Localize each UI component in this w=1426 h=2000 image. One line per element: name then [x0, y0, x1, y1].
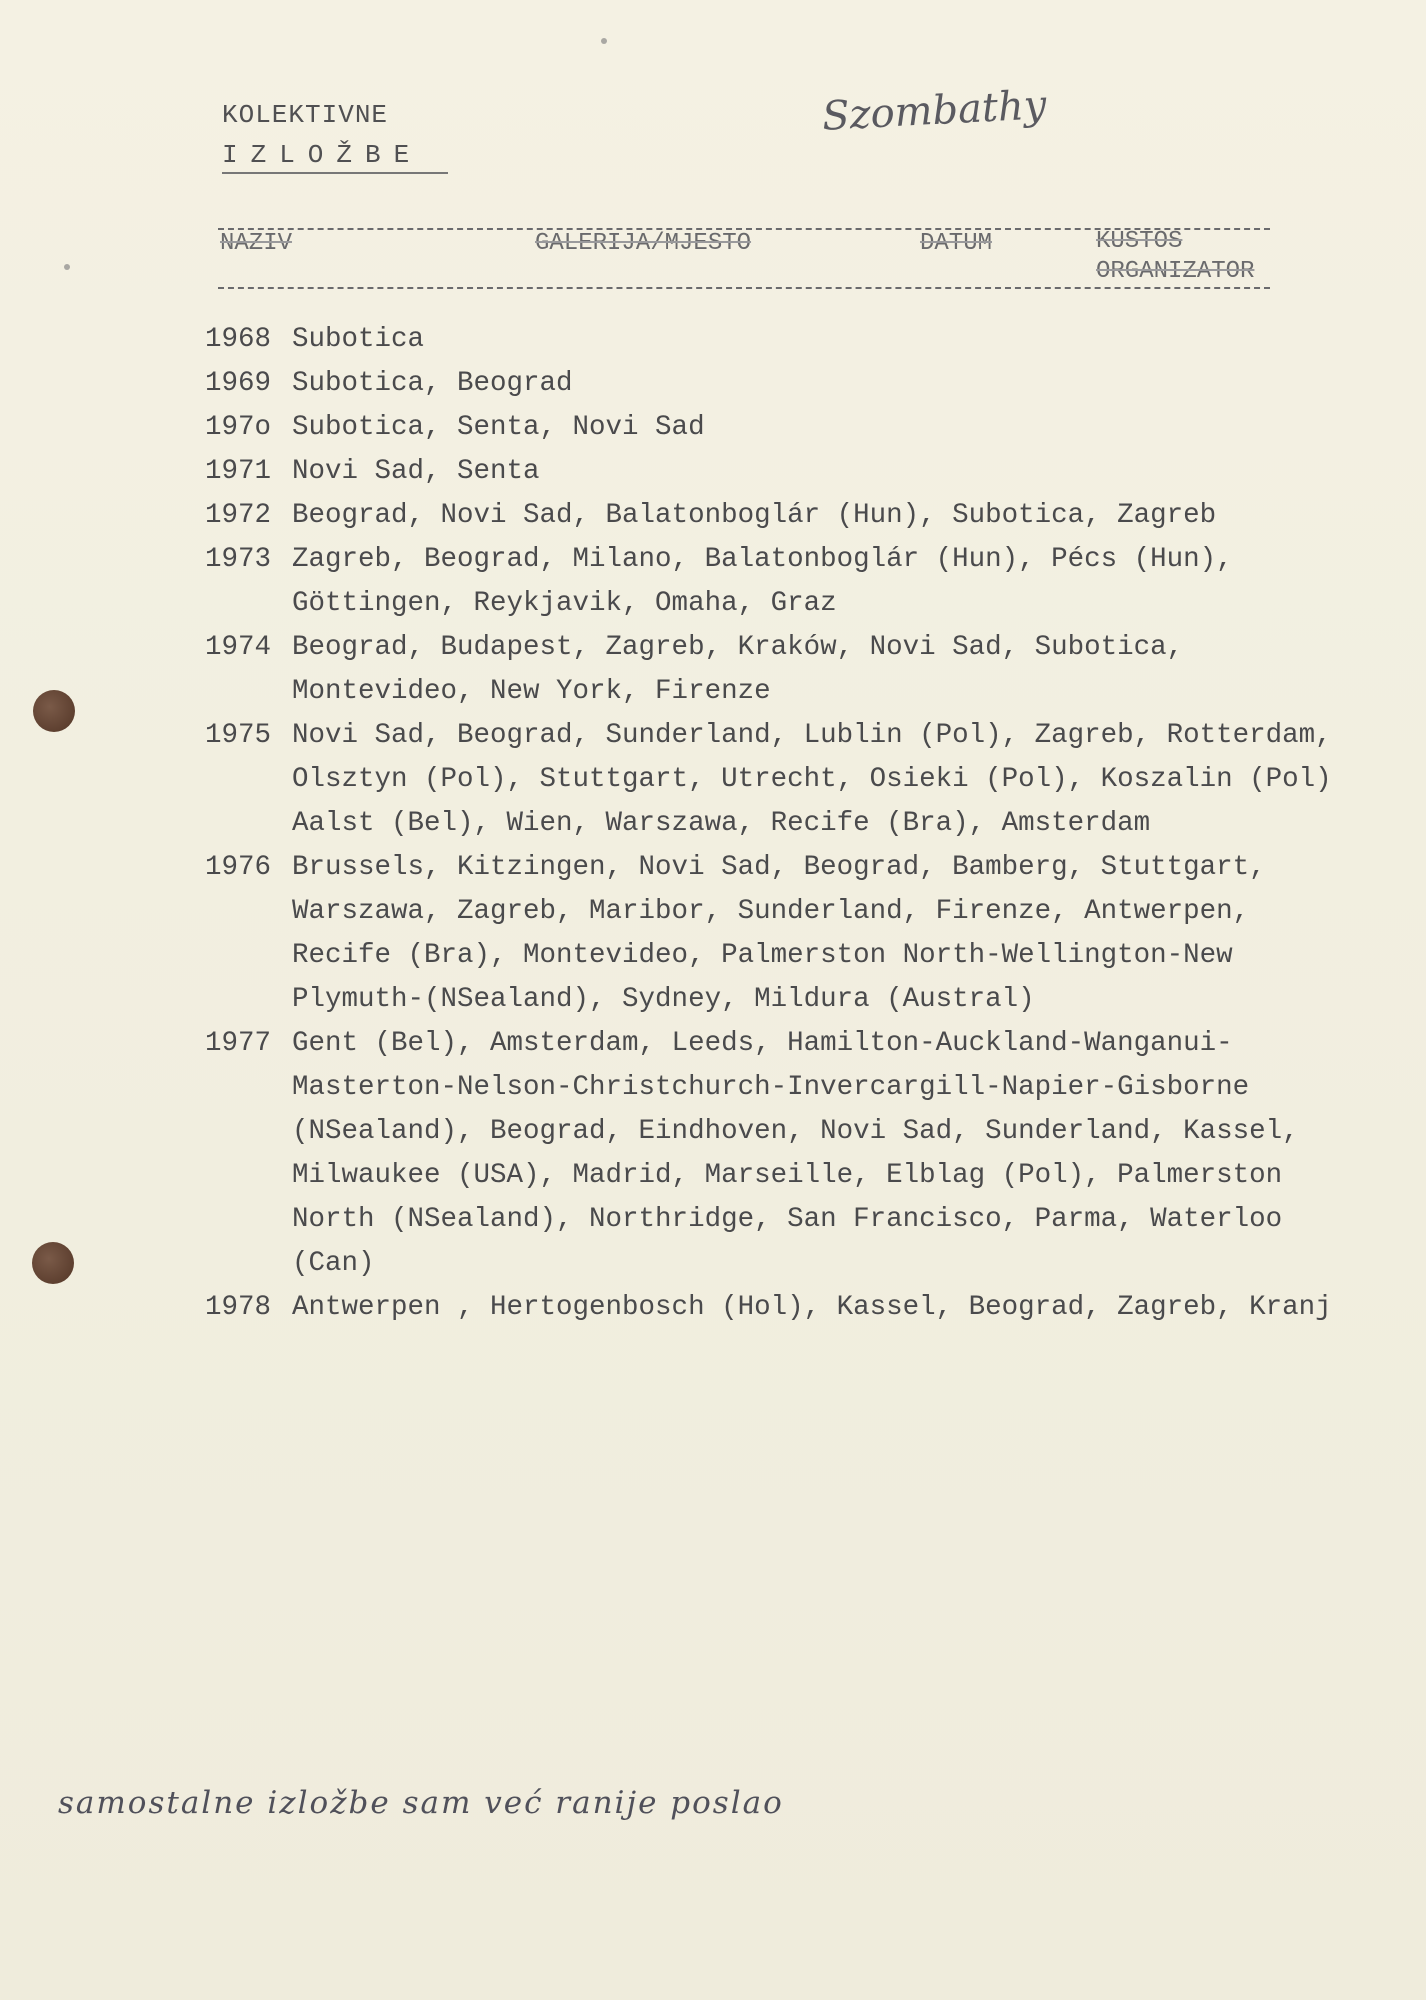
entry-year: 1973	[205, 544, 272, 575]
heading-underline	[222, 172, 448, 174]
entry-year: 1974	[205, 632, 272, 663]
column-header-naziv: NAZIV	[220, 230, 293, 257]
column-header-kustos: KUSTOS	[1096, 228, 1183, 255]
exhibition-entry	[205, 626, 1415, 714]
entry-places: Beograd, Budapest, Zagreb, Kraków, Novi Sad, Subotica, Montevideo, New York, Firenze	[292, 632, 1184, 707]
entry-places: Subotica	[292, 324, 425, 355]
header-rule-bottom	[218, 287, 1270, 289]
paper-speck	[64, 264, 70, 270]
exhibition-list	[205, 318, 1415, 1330]
entry-year: 1969	[205, 368, 272, 399]
paper-speck	[601, 38, 607, 44]
exhibition-entry	[205, 450, 1415, 494]
entry-places: Subotica, Beograd	[292, 368, 573, 399]
entry-places: Gent (Bel), Amsterdam, Leeds, Hamilton-Auckland-Wanganui- Masterton-Nelson-Christchurch-Invercargill-Napier-Gisborne (NSealand), Beograd, Eindhoven, Novi Sad, Sunderland, Kassel, Milwaukee (USA), Madrid, Marseille, Elblag (Pol), Palmerston North (NSealand), Northridge, San Francisco, Parma, Waterloo (Can)	[292, 1028, 1299, 1279]
column-header-datum: DATUM	[920, 230, 993, 257]
entry-year: 1968	[205, 324, 272, 355]
column-header-organizator: ORGANIZATOR	[1096, 258, 1255, 285]
exhibition-entry	[205, 846, 1415, 1022]
heading-kolektivne: KOLEKTIVNE	[222, 100, 389, 130]
exhibition-entry	[205, 714, 1415, 846]
entry-year: 197o	[205, 412, 272, 443]
heading-izlozbe: IZLOŽBE	[222, 140, 423, 170]
exhibition-entry	[205, 362, 1415, 406]
exhibition-entry	[205, 494, 1415, 538]
entry-places: Zagreb, Beograd, Milano, Balatonboglár (Hun), Pécs (Hun), Göttingen, Reykjavik, Omaha, Graz	[292, 544, 1233, 619]
entry-year: 1972	[205, 500, 272, 531]
entry-year: 1977	[205, 1028, 272, 1059]
exhibition-entry	[205, 318, 1415, 362]
handwritten-note: samostalne izložbe sam već ranije poslao	[58, 1785, 784, 1821]
exhibition-entry	[205, 406, 1415, 450]
entry-places: Subotica, Senta, Novi Sad	[292, 412, 705, 443]
entry-places: Novi Sad, Beograd, Sunderland, Lublin (Pol), Zagreb, Rotterdam, Olsztyn (Pol), Stuttgart, Utrecht, Osieki (Pol), Koszalin (Pol) Aalst (Bel), Wien, Warszawa, Recife (Bra), Amsterdam	[292, 720, 1332, 839]
entry-places: Beograd, Novi Sad, Balatonboglár (Hun), Subotica, Zagreb	[292, 500, 1217, 531]
column-header-galerija: GALERIJA/MJESTO	[535, 230, 752, 257]
entry-year: 1975	[205, 720, 272, 751]
exhibition-entry	[205, 538, 1415, 626]
entry-places: Brussels, Kitzingen, Novi Sad, Beograd, Bamberg, Stuttgart, Warszawa, Zagreb, Maribor, Sunderland, Firenze, Antwerpen, Recife (Bra), Montevideo, Palmerston North-Wellington-New Plymuth-(NSealand), Sydney, Mildura (Austral)	[292, 852, 1266, 1015]
punch-hole	[32, 1242, 74, 1284]
handwritten-signature: Szombathy	[820, 82, 1048, 140]
entry-year: 1976	[205, 852, 272, 883]
punch-hole	[33, 690, 75, 732]
exhibition-entry	[205, 1286, 1415, 1330]
entry-year: 1978	[205, 1292, 272, 1323]
entry-places: Novi Sad, Senta	[292, 456, 540, 487]
entry-year: 1971	[205, 456, 272, 487]
entry-places: Antwerpen , Hertogenbosch (Hol), Kassel, Beograd, Zagreb, Kranj	[292, 1292, 1332, 1323]
exhibition-entry	[205, 1022, 1415, 1286]
